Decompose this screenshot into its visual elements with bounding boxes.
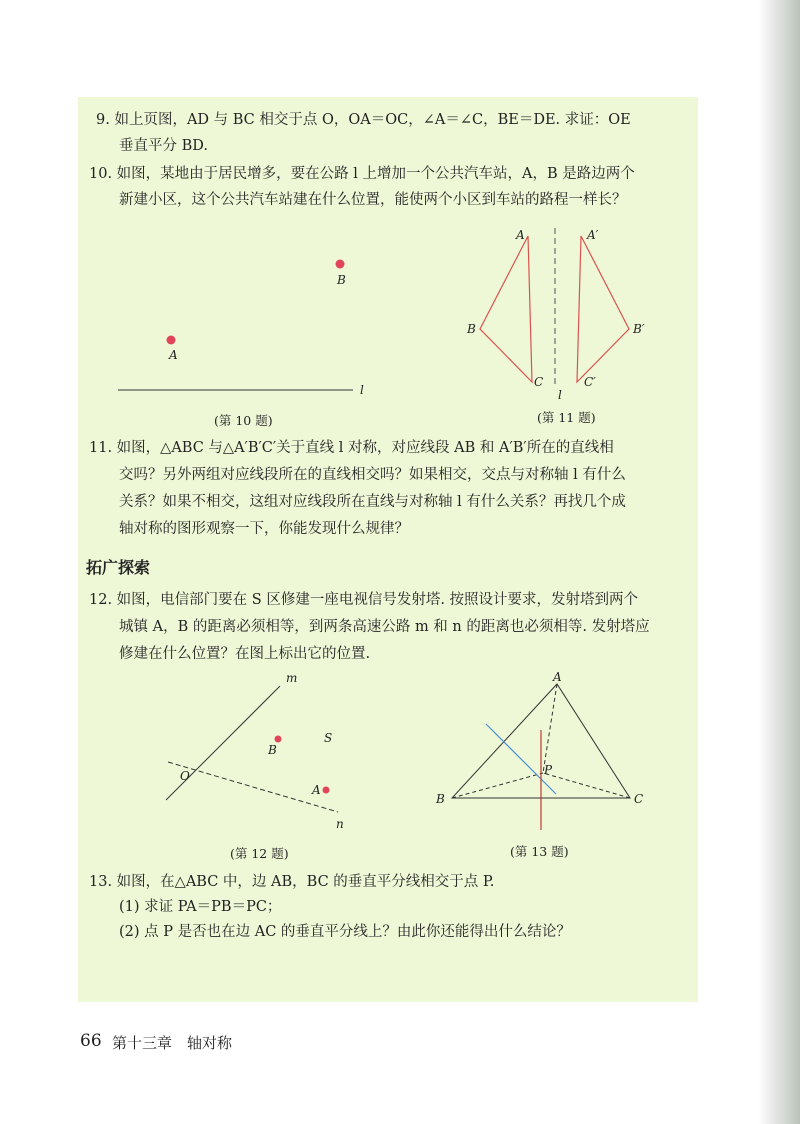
triangle-a2b2c2 bbox=[577, 236, 629, 382]
q10-line2: 新建小区，这个公共汽车站建在什么位置，能使两个小区到车站的路程一样长？ bbox=[119, 192, 627, 208]
figure-12 bbox=[160, 672, 360, 832]
label-c: C bbox=[634, 792, 644, 806]
label-o: O bbox=[180, 769, 190, 783]
q11-line4: 轴对称的图形观察一下，你能发现什么规律？ bbox=[119, 521, 409, 537]
q13-part1: (1) 求证 PA＝PB＝PC； bbox=[119, 899, 282, 915]
label-a-prime: A′ bbox=[587, 228, 599, 242]
figure-10 bbox=[110, 250, 390, 410]
label-c: C bbox=[534, 375, 544, 389]
figure-13 bbox=[430, 670, 650, 840]
q13-line1: 13. 如图，在△ABC 中，边 AB，BC 的垂直平分线相交于点 P. bbox=[89, 874, 495, 890]
triangle-abc bbox=[480, 236, 532, 382]
q12-line3: 修建在什么位置？在图上标出它的位置. bbox=[119, 646, 371, 662]
point-b bbox=[275, 736, 282, 743]
label-c-prime: C′ bbox=[584, 375, 596, 389]
q12-line1: 12. 如图，电信部门要在 S 区修建一座电视信号发射塔. 按照设计要求，发射塔到两个 bbox=[89, 592, 639, 608]
figure-11 bbox=[460, 222, 660, 402]
label-a: A bbox=[312, 783, 321, 797]
page-number: 66 bbox=[80, 1031, 102, 1051]
label-b: B bbox=[436, 792, 445, 806]
point-a bbox=[167, 336, 176, 345]
q10-line1: 10. 如图，某地由于居民增多，要在公路 l 上增加一个公共汽车站，A，B 是路边两个 bbox=[89, 166, 635, 182]
label-l: l bbox=[360, 383, 364, 397]
page-edge-shadow bbox=[758, 0, 800, 1124]
fig11-caption: (第 11 题) bbox=[537, 410, 596, 425]
label-b: B bbox=[467, 322, 476, 336]
chapter-title: 第十三章 轴对称 bbox=[112, 1034, 233, 1052]
bisector-ab bbox=[486, 724, 556, 794]
segment-pb bbox=[452, 773, 543, 798]
label-s: S bbox=[324, 731, 333, 745]
label-m: m bbox=[286, 671, 298, 685]
label-b: B bbox=[337, 273, 346, 287]
label-p: P bbox=[544, 763, 553, 777]
label-b-prime: B′ bbox=[633, 322, 645, 336]
label-a: A bbox=[553, 670, 562, 684]
label-l: l bbox=[558, 388, 562, 402]
fig10-caption: (第 10 题) bbox=[214, 413, 273, 428]
q13-part2: (2) 点 P 是否也在边 AC 的垂直平分线上？由此你还能得出什么结论？ bbox=[119, 924, 571, 940]
q11-line3: 关系？如果不相交，这组对应线段所在直线与对称轴 l 有什么关系？再找几个成 bbox=[119, 494, 626, 510]
section-heading: 拓广探索 bbox=[86, 558, 151, 577]
q11-line2: 交吗？另外两组对应线段所在的直线相交吗？如果相交，交点与对称轴 l 有什么 bbox=[119, 467, 626, 483]
q11-line1: 11. 如图，△ABC 与△A′B′C′关于直线 l 对称，对应线段 AB 和 A′B′所在的直线相 bbox=[89, 440, 614, 456]
q9-line2: 垂直平分 BD. bbox=[119, 138, 208, 154]
fig13-caption: (第 13 题) bbox=[510, 844, 569, 859]
q12-line2: 城镇 A，B 的距离必须相等，到两条高速公路 m 和 n 的距离也必须相等. 发射塔应 bbox=[119, 619, 650, 635]
label-a: A bbox=[169, 348, 178, 362]
point-b bbox=[336, 260, 345, 269]
label-n: n bbox=[336, 817, 344, 831]
q9-line1: 9. 如上页图，AD 与 BC 相交于点 O，OA＝OC，∠A＝∠C，BE＝DE. 求证：OE bbox=[96, 112, 631, 128]
label-b: B bbox=[268, 743, 277, 757]
point-a bbox=[323, 787, 330, 794]
label-a: A bbox=[516, 228, 525, 242]
fig12-caption: (第 12 题) bbox=[230, 846, 289, 861]
